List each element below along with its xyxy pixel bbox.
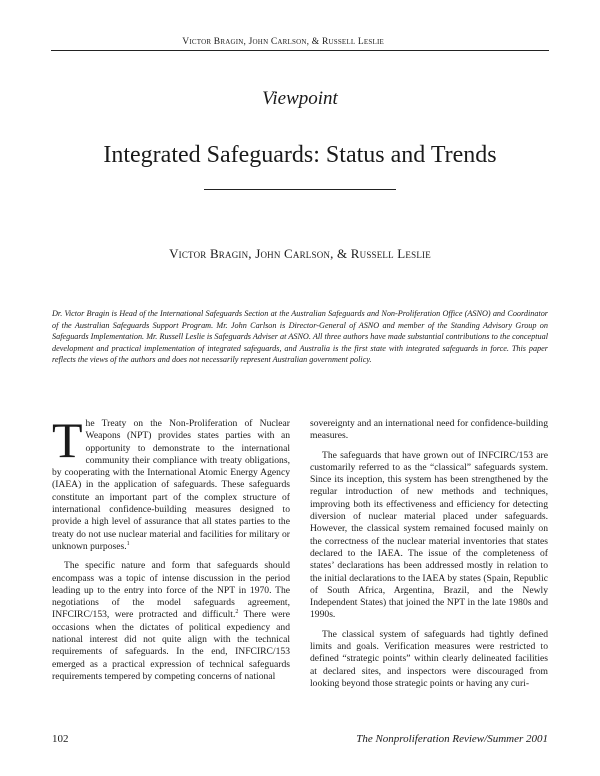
journal-footer: The Nonproliferation Review/Summer 2001 xyxy=(356,733,548,745)
author-byline: Victor Bragin, John Carlson, & Russell Leslie xyxy=(169,246,431,261)
header-rule xyxy=(51,50,549,51)
drop-cap: T xyxy=(52,412,83,468)
paragraph-text: he Treaty on the Non-Proliferation of Nuclear Weapons (NPT) provides states parties with an opportunity to demonstrate to the international community their compliance with treaty obligations, by cooperating with the International Atomic Energy Agency (IAEA) in the application of safeguards. These safeguards constitute an important part of the complex structure of international confidence-building measures designed to provide a high level of assurance that all states parties to the treaty do not use nuclear material and facilities for military or unknown purposes. xyxy=(52,418,290,552)
title-rule xyxy=(204,189,396,190)
paragraph-text: There were occasions when the dictates of political expediency and national interest did not quite align with the technical requirements of safeguards. In the end, INFCIRC/153 emerged as a practical expression of technical safeguards requirements tempered by competing concerns of national xyxy=(52,609,290,682)
paragraph: The safeguards that have grown out of INFCIRC/153 are customarily referred to as the “classical” safeguards system. Since its inception, this system has been strengthened by the regular introduction of new methods and techniques, improving both its effectiveness and efficiency for detecting diversion of nuclear material placed under safeguards. However, the classical system remained focused mainly on the correctness of the nuclear material inventories that states declared to the IAEA. The issue of the completeness of states’ declarations has been addressed mostly in relation to the initial declarations to the IAEA by states (Spain, Republic of South Africa, Argentina, Brazil, and the Newly Independent States) that joined the NPT in the late 1980s and 1990s. xyxy=(310,449,548,621)
footnote-ref: 2 xyxy=(235,609,239,616)
author-note: Dr. Victor Bragin is Head of the International Safeguards Section at the Australian Safeguards and Non-Proliferation Office (ASNO) and Coordinator of the Australian Safeguards Support Program. Mr. John Carlson is Director-General of ASNO and member of the Standing Advisory Group on Safeguards Implementation. Mr. Russell Leslie is Safeguards Adviser at ASNO. All three authors have made substantial contributions to the conceptual development and practical implementation of integrated safeguards, and Australia is the first state with integrated safeguards in force. This paper reflects the views of the authors and does not necessarily represent Australian government policy. xyxy=(52,309,548,365)
body-column-right xyxy=(310,418,548,697)
body-column-left xyxy=(52,412,290,690)
article-title: Integrated Safeguards: Status and Trends xyxy=(103,142,497,168)
paragraph xyxy=(52,560,290,683)
paragraph-text: The specific nature and form that safeguards should encompass was a topic of intense discussion in the period leading up to the entry into force of the NPT in 1970. The negotiations of the model safeguards agreement, INFCIRC/153, were protracted and difficult. xyxy=(52,560,290,621)
page-number: 102 xyxy=(52,733,69,745)
paragraph xyxy=(52,412,290,553)
paragraph: The classical system of safeguards had tightly defined limits and goals. Verification measures were restricted to defined “strategic points” within clearly delineated facilities at declared sites, and inspectors were discouraged from looking beyond those strategic points or having any curi- xyxy=(310,628,548,689)
section-label: Viewpoint xyxy=(262,88,338,109)
paragraph: sovereignty and an international need for confidence-building measures. xyxy=(310,418,548,442)
running-head: Victor Bragin, John Carlson, & Russell Leslie xyxy=(182,37,384,47)
footnote-ref: 1 xyxy=(126,540,130,547)
